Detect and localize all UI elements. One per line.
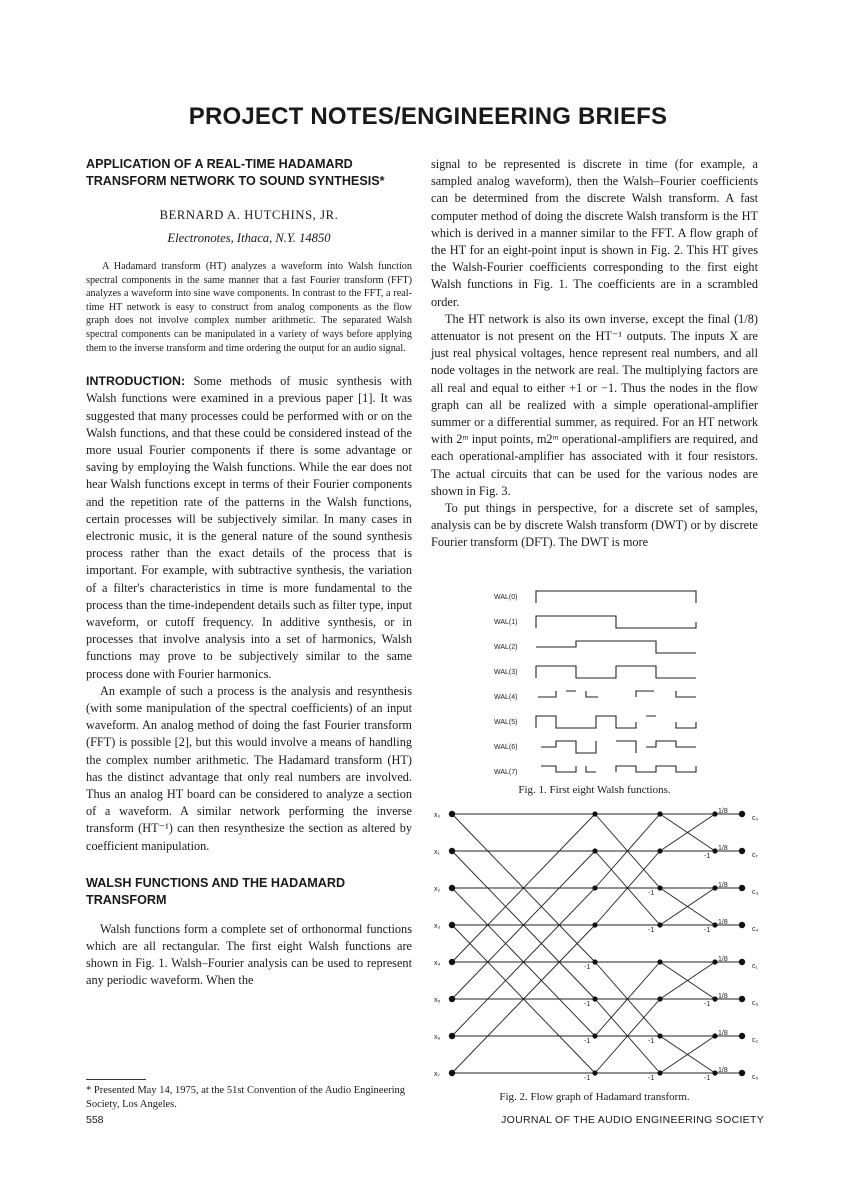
neg-one-label-s3-1: -1 — [704, 853, 711, 860]
intro-paragraph-1 — [86, 373, 412, 683]
output-label-c5: c₅ — [752, 1074, 759, 1081]
abstract: A Hadamard transform (HT) analyzes a waveform into Walsh function spectral components in the same manner that a fast Fourier transform (FFT) analyzes a waveform into sine wave components. In contrast to the FFT, a real-time HT network is easy to construct from analog components as the flow graph does not involve complex number arithmetic. The separated Walsh spectral components can be manipulated in a variety of ways before applying them to the inverse transform and time ordering the output for an audio signal. — [86, 261, 412, 354]
flow-node — [592, 1070, 597, 1075]
neg-one-label-s2-6: -1 — [648, 1038, 655, 1045]
right-paragraph-3: To put things in perspective, for a discrete set of samples, analysis can be by discrete Walsh transform (DWT) or by discrete Fourier transform (DFT). The DWT is more — [431, 501, 758, 550]
footnote-rule — [86, 1079, 146, 1080]
neg-one-label-s3-7: -1 — [704, 1075, 711, 1081]
flow-node — [449, 1070, 455, 1076]
flow-node — [712, 959, 717, 964]
walsh-wave-7 — [541, 766, 696, 772]
flow-graph-edges — [452, 814, 742, 1073]
output-label-c2: c₂ — [752, 1037, 759, 1044]
intro-text-1: Some methods of music synthesis with Walsh functions were examined in a previous paper [1]. It was suggested that many processes could be performed with or on the Walsh functions, and that these could be considered instead of the more usual Fourier components if there is some advantage or saving by employing the Walsh functions. While the ear does not hear Walsh functions except in terms of their Fourier components and the repetition rate of the patterns in the Walsh functions, certain processes will be subjectively similar. In many cases in electronic music, it is the general nature of the sound synthesis process rather than the exact details of the process that is important. For example, with subtractive synthesis, the variation of a filter's characteristics in time is more fundamental to the process than the time-independent details such as filter type, input waveform, or cutoff frequency. In additive synthesis, or in processes that involve analysis into a set of harmonics, Walsh functions may prove to be subjectively similar to the same process done with Fourier harmonics. — [86, 374, 412, 681]
flow-node — [712, 1033, 717, 1038]
neg-one-label-s3-3: -1 — [704, 927, 711, 934]
input-label-x4: x₄ — [434, 960, 441, 967]
flow-node — [712, 1070, 717, 1075]
flow-node — [449, 1033, 455, 1039]
flow-node — [739, 959, 745, 965]
flow-node — [449, 922, 455, 928]
attenuator-label-7: 1/8 — [718, 1067, 728, 1074]
flow-node — [449, 811, 455, 817]
flow-node — [592, 885, 597, 890]
article-author: BERNARD A. HUTCHINS, JR. — [159, 208, 339, 222]
flow-node — [712, 996, 717, 1001]
flow-node — [657, 1070, 662, 1075]
flow-node — [712, 848, 717, 853]
walsh-wave-2 — [536, 641, 696, 653]
neg-one-label-s3-5: -1 — [704, 1001, 711, 1008]
attenuator-label-4: 1/8 — [718, 956, 728, 963]
flow-node — [592, 1033, 597, 1038]
attenuator-label-1: 1/8 — [718, 845, 728, 852]
flow-node — [739, 885, 745, 891]
intro-heading: INTRODUCTION: — [86, 374, 186, 389]
article-title: APPLICATION OF A REAL-TIME HADAMARD TRANSFORM NETWORK TO SOUND SYNTHESIS* — [86, 157, 385, 188]
neg-one-label-s2-2: -1 — [648, 890, 655, 897]
section-2-title: WALSH FUNCTIONS AND THE HADAMARD TRANSFORM — [86, 875, 346, 907]
flow-node — [657, 848, 662, 853]
output-label-c0: c₀ — [752, 815, 759, 822]
flow-node — [657, 811, 662, 816]
flow-node — [657, 922, 662, 927]
input-label-x2: x₂ — [434, 886, 441, 893]
walsh-wave-0 — [536, 591, 696, 603]
flow-node — [739, 1033, 745, 1039]
flow-node — [449, 848, 455, 854]
attenuator-label-2: 1/8 — [718, 882, 728, 889]
neg-one-label-s1-5: -1 — [584, 1001, 591, 1008]
author-affiliation: Electronotes, Ithaca, N.Y. 14850 — [167, 231, 331, 245]
flow-node — [592, 996, 597, 1001]
walsh-label-5: WAL(5) — [494, 719, 518, 726]
input-label-x5: x₅ — [434, 997, 441, 1004]
right-paragraph-2: The HT network is also its own inverse, except the final (1/8) attenuator is not present on the HT⁻¹ outputs. The inputs X are just real physical voltages, hence represent real numbers, and all node voltages in the network are real. The multiplying factors are all real and equal to either +1 or −1. Thus the nodes in the flow graph can all be realized with a simple operational-amplifier summer or a differential summer, as required. For an HT network with 2ᵐ input points, m2ᵐ operational-amplifiers are required, and each operational-amplifier has associated with it four resistors. The actual circuits that can be used for the various nodes are shown in Fig. 3. — [431, 311, 758, 498]
walsh-label-3: WAL(3) — [494, 669, 518, 676]
flow-node — [449, 885, 455, 891]
flow-node — [657, 885, 662, 890]
walsh-label-4: WAL(4) — [494, 694, 518, 701]
footnote — [86, 1079, 412, 1111]
attenuator-label-3: 1/8 — [718, 919, 728, 926]
walsh-wave-4 — [538, 691, 696, 697]
flow-node — [592, 848, 597, 853]
flow-node — [592, 922, 597, 927]
flow-node — [592, 959, 597, 964]
flow-node — [657, 1033, 662, 1038]
flow-node — [739, 996, 745, 1002]
walsh-wave-1 — [536, 616, 696, 628]
page-header: PROJECT NOTES/ENGINEERING BRIEFS — [188, 103, 668, 130]
flow-node — [712, 885, 717, 890]
walsh-label-0: WAL(0) — [494, 594, 518, 601]
neg-one-label-s1-7: -1 — [584, 1075, 591, 1081]
output-label-c4: c₄ — [752, 926, 759, 933]
neg-one-label-s2-7: -1 — [648, 1075, 655, 1081]
flow-node — [712, 922, 717, 927]
flow-node — [712, 811, 717, 816]
journal-name: JOURNAL OF THE AUDIO ENGINEERING SOCIETY — [501, 1114, 764, 1126]
walsh-label-7: WAL(7) — [494, 769, 518, 776]
figure-2-caption: Fig. 2. Flow graph of Hadamard transform. — [499, 1091, 690, 1103]
neg-one-label-s1-6: -1 — [584, 1038, 591, 1045]
left-column — [86, 156, 412, 990]
walsh-wave-3 — [536, 666, 696, 678]
flow-node — [657, 996, 662, 1001]
input-label-x7: x₇ — [434, 1071, 440, 1078]
output-label-c7: c₇ — [752, 852, 758, 859]
output-label-c1: c₁ — [752, 963, 758, 970]
flow-node — [449, 959, 455, 965]
neg-one-label-s1-4: -1 — [584, 964, 591, 971]
flow-node — [592, 811, 597, 816]
walsh-label-6: WAL(6) — [494, 744, 518, 751]
attenuator-label-6: 1/8 — [718, 1030, 728, 1037]
walsh-label-1: WAL(1) — [494, 619, 518, 626]
right-column — [431, 156, 758, 552]
output-label-c6: c₆ — [752, 1000, 759, 1007]
flow-node — [739, 811, 745, 817]
page-number: 558 — [86, 1114, 104, 1126]
input-label-x3: x₃ — [434, 923, 441, 930]
input-label-x6: x₆ — [434, 1034, 441, 1041]
attenuator-label-0: 1/8 — [718, 808, 728, 815]
flow-node — [739, 848, 745, 854]
walsh-wave-5 — [536, 716, 696, 728]
right-paragraph-1: signal to be represented is discrete in time (for example, a sampled analog waveform), then the Walsh–Fourier coefficients can be determined from the discrete Walsh transform. A fast computer method of doing the discrete Walsh transform is the HT which is derived in a manner similar to the FFT. A flow graph of the HT for an eight-point input is shown in Fig. 2. This HT gives the Walsh-Fourier coefficients corresponding to the first eight Walsh functions in Fig. 1. The coefficients are in a scrambled order. — [431, 157, 758, 309]
flow-node — [739, 922, 745, 928]
footnote-text: * Presented May 14, 1975, at the 51st Convention of the Audio Engineering Society, Los Angeles. — [86, 1085, 406, 1110]
figure-2-flow-graph — [430, 806, 770, 1081]
input-label-x0: x₀ — [434, 812, 441, 819]
section-2-paragraph-1: Walsh functions form a complete set of orthonormal functions which are all rectangular. The first eight Walsh functions are shown in Fig. 1. Walsh–Fourier analysis can be used to represent any periodic waveform. When the — [86, 921, 412, 988]
input-label-x1: x₁ — [434, 849, 440, 856]
figure-1-caption: Fig. 1. First eight Walsh functions. — [518, 784, 671, 796]
flow-node — [449, 996, 455, 1002]
flow-node — [657, 959, 662, 964]
figure-1-walsh-functions — [486, 585, 716, 785]
walsh-wave-6 — [541, 741, 696, 753]
attenuator-label-5: 1/8 — [718, 993, 728, 1000]
output-label-c3: c₃ — [752, 889, 759, 896]
walsh-label-2: WAL(2) — [494, 644, 518, 651]
flow-node — [739, 1070, 745, 1076]
intro-paragraph-2: An example of such a process is the analysis and resynthesis (with some manipulation of the spectral coefficients) of an input waveform. An analog method of doing the fast Fourier transform (FFT) is possible [2], but this would involve a means of handling the complex number arithmetic. The Hadamard transform (HT) has the distinct advantage that only real numbers are involved. Thus an analog HT board can be considered to analyze a section of a waveform. A similar network performing the inverse transform (HT⁻¹) can then resynthesize the section as altered by coefficient manipulation. — [86, 683, 412, 853]
neg-one-label-s2-3: -1 — [648, 927, 655, 934]
